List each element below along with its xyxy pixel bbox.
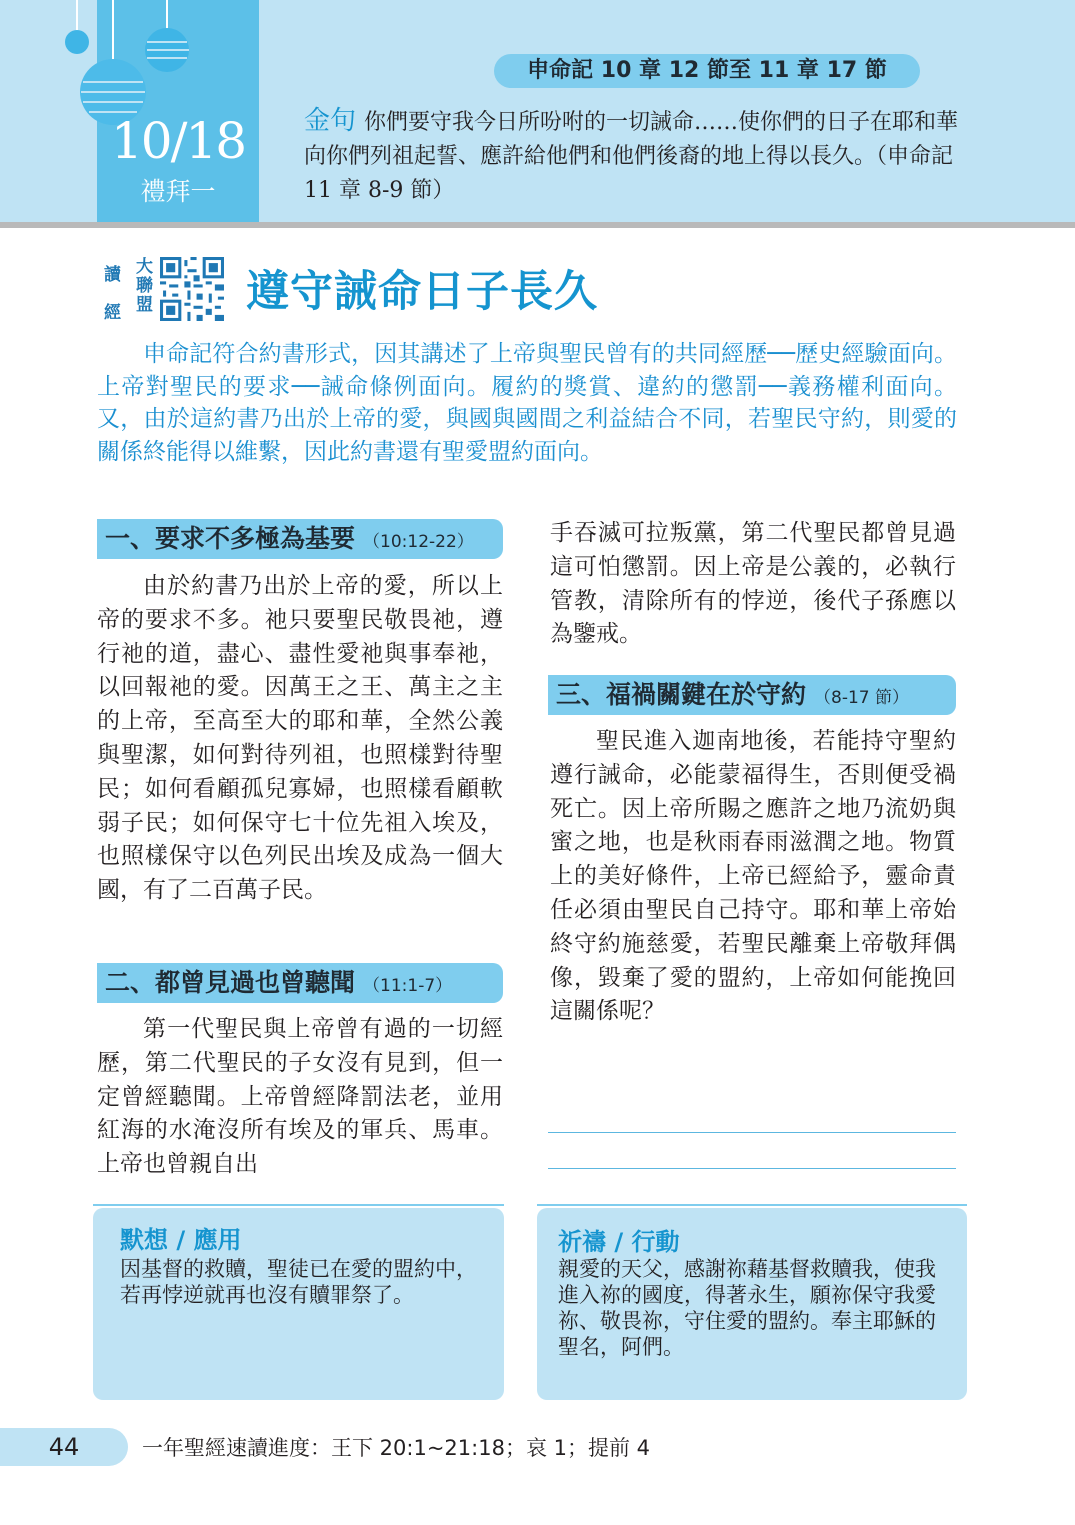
- golden-verse-label: 金句: [304, 106, 357, 136]
- header-divider: [0, 222, 1075, 228]
- scripture-range-pill: 申命記 10 章 12 節至 11 章 17 節: [494, 54, 920, 88]
- reflection-title: 默想 / 應用: [120, 1226, 242, 1254]
- section-1-title: 一、要求不多極為基要: [105, 524, 356, 553]
- note-line: [548, 1168, 956, 1169]
- section-1-ref: （10:12-22）: [363, 532, 474, 552]
- section-3-ref: （8-17 節）: [814, 688, 910, 708]
- section-1-body: 由於約書乃出於上帝的愛，所以上帝的要求不多。祂只要聖民敬畏祂，遵行祂的道，盡心、盡性愛祂與事奉祂，以回報祂的愛。因萬王之王、萬主之主的上帝，至高至大的耶和華，全然公義與聖潔，如何對待列祖，也照樣對待聖民；如何看顧孤兒寡婦，也照樣看顧軟弱子民；如何保守七十位先祖入埃及，也照樣保守以色列民出埃及成為一個大國，有了二百萬子民。: [97, 573, 503, 904]
- section-2-ref: （11:1-7）: [363, 976, 453, 996]
- badge-char-2: 經: [104, 303, 121, 323]
- badge-alliance: 大聯盟: [136, 257, 153, 315]
- reading-progress: 一年聖經速讀進度：王下 20:1~21:18；哀 1；提前 4: [142, 1436, 651, 1460]
- section-3-heading: [548, 675, 956, 715]
- weekday-label: 禮拜一: [140, 177, 216, 206]
- note-line: [548, 1132, 956, 1133]
- page-title: 遵守誡命日子長久: [246, 267, 598, 317]
- box-rule: [537, 1204, 967, 1206]
- section-2-title: 二、都曾見過也曾聽聞: [105, 968, 356, 997]
- box-rule: [93, 1204, 504, 1206]
- date-number: 10/18: [110, 112, 246, 170]
- page-number: 44: [48, 1433, 80, 1461]
- section-2-heading: [97, 963, 503, 1003]
- section-3-title: 三、福禍關鍵在於守約: [556, 680, 807, 709]
- qr-code-icon[interactable]: [160, 257, 224, 321]
- golden-verse: [304, 104, 964, 208]
- prayer-title: 祈禱 / 行動: [558, 1228, 680, 1256]
- section-1-heading: [97, 519, 503, 559]
- section-2-body-continued: 手吞滅可拉叛黨，第二代聖民都曾見過這可怕懲罰。因上帝是公義的，必執行管教，清除所有的悖逆，後代子孫應以為鑒戒。: [550, 520, 956, 648]
- reflection-text: 因基督的救贖，聖徒已在愛的盟約中，若再悖逆就再也沒有贖罪祭了。: [120, 1257, 477, 1307]
- section-2-body: 第一代聖民與上帝曾有過的一切經歷，第二代聖民的子女沒有見到，但一定曾經聽聞。上帝曾經降罰法老，並用紅海的水淹沒所有埃及的軍兵、馬車。上帝也曾親自出: [97, 1016, 503, 1178]
- golden-verse-text: 你們要守我今日所吩咐的一切誡命……使你們的日子在耶和華向你們列祖起誓、應許給他們和他們後裔的地上得以長久。（申命記 11 章 8-9 節）: [304, 110, 959, 203]
- prayer-text: 親愛的天父，感謝祢藉基督救贖我，使我進入祢的國度，得著永生，願祢保守我愛祢、敬畏祢，守住愛的盟約。奉主耶穌的聖名，阿們。: [558, 1257, 936, 1359]
- badge-char-1: 讀: [104, 265, 121, 285]
- intro-paragraph: 申命記符合約書形式，因其講述了上帝與聖民曾有的共同經歷──歷史經驗面向。上帝對聖民的要求──誡命條例面向。履約的獎賞、違約的懲罰──義務權利面向。又，由於這約書乃出於上帝的愛，與國與國間之利益結合不同，若聖民守約，則愛的關係終能得以維繫，因此約書還有聖愛盟約面向。: [97, 341, 957, 465]
- section-3-body: 聖民進入迦南地後，若能持守聖約遵行誡命，必能蒙福得生，否則便受禍死亡。因上帝所賜之應許之地乃流奶與蜜之地，也是秋雨春雨滋潤之地。物質上的美好條件，上帝已經給予，靈命責任必須由聖民自己持守。耶和華上帝始終守約施慈愛，若聖民離棄上帝敬拜偶像，毀棄了愛的盟約，上帝如何能挽回這關係呢？: [550, 728, 956, 1025]
